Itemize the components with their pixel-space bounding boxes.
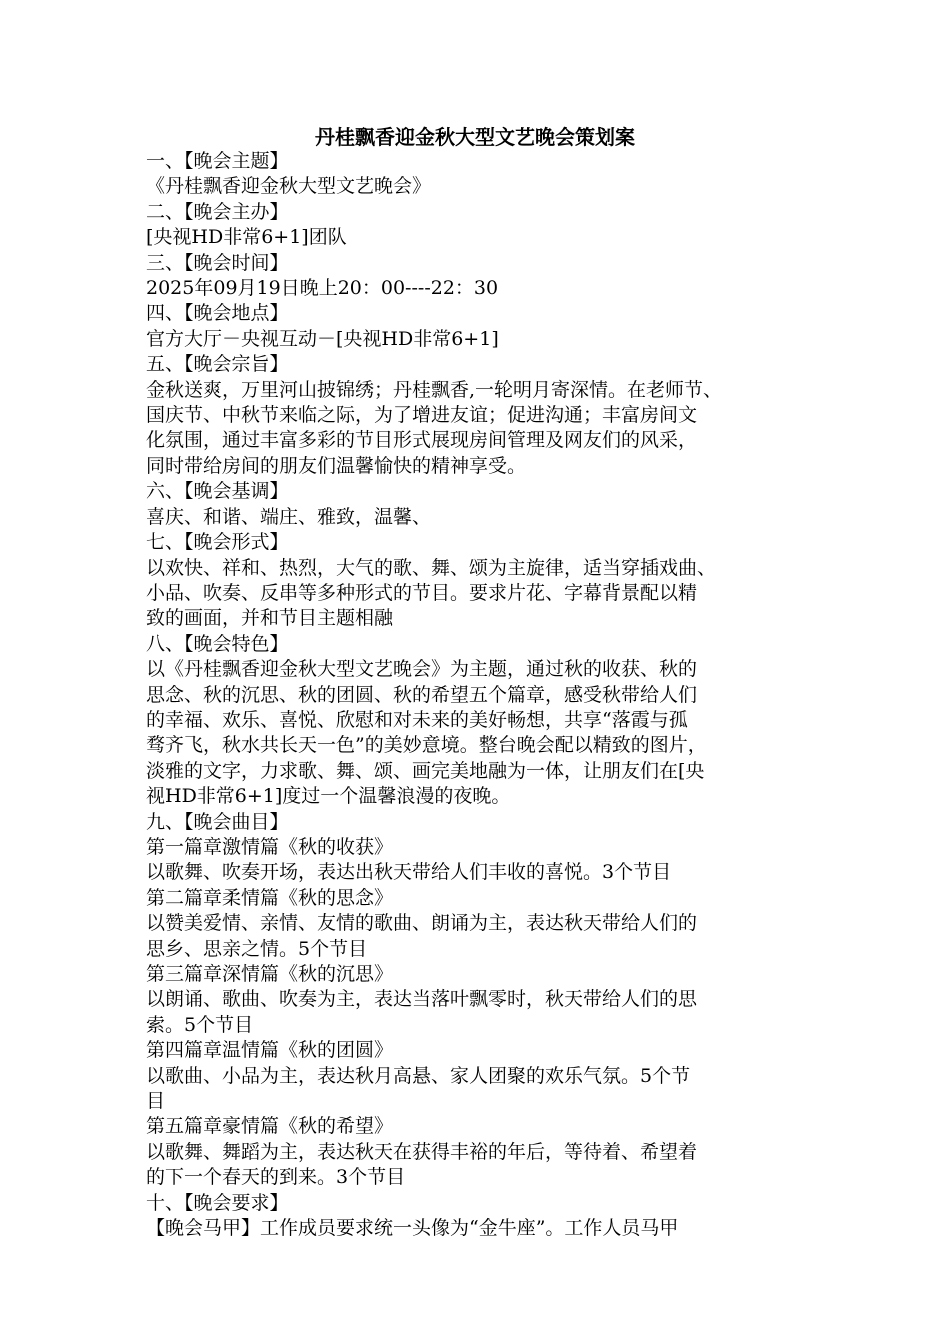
- paragraph-line: 以歌曲、小品为主，表达秋月高悬、家人团聚的欢乐气氛。5个节: [146, 1064, 691, 1087]
- paragraph-line: 国庆节、中秋节来临之际，为了增进友谊；促进沟通；丰富房间文: [146, 404, 698, 427]
- paragraph-line: 化氛围，通过丰富多彩的节目形式展现房间管理及网友们的风采，: [146, 429, 698, 452]
- paragraph-line: 同时带给房间的朋友们温馨愉快的精神享受。: [146, 454, 527, 477]
- section-heading-time: 三、【晚会时间】: [146, 251, 289, 274]
- paragraph-line: 以朗诵、歌曲、吹奏为主，表达当落叶飘零时，秋天带给人们的思: [146, 988, 698, 1011]
- paragraph-line: 小品、吹奏、反串等多种形式的节目。要求片花、字幕背景配以精: [146, 581, 698, 604]
- paragraph-line: 喜庆、和谐、端庄、雅致，温馨、: [146, 505, 432, 528]
- paragraph-line: 以歌舞、吹奏开场，表达出秋天带给人们丰收的喜悦。3个节目: [146, 861, 672, 884]
- document-body: [146, 149, 816, 1241]
- section-heading-program: 九、【晚会曲目】: [146, 810, 289, 833]
- paragraph-line: 视HD非常6+1]度过一个温馨浪漫的夜晚。: [146, 785, 511, 808]
- chapter-heading: 第一篇章激情篇《秋的收获》: [146, 835, 394, 858]
- paragraph-line: 以赞美爱情、亲情、友情的歌曲、朗诵为主，表达秋天带给人们的: [146, 912, 698, 935]
- paragraph-line: 官方大厅－央视互动－[央视HD非常6+1]: [146, 327, 499, 350]
- chapter-heading: 第三篇章深情篇《秋的沉思》: [146, 963, 394, 985]
- paragraph-line: 的幸福、欢乐、喜悦、欣慰和对未来的美好畅想，共享“落霞与孤: [146, 708, 688, 731]
- paragraph-line: 思乡、思亲之情。5个节目: [146, 937, 368, 960]
- document-title: 丹桂飘香迎金秋大型文艺晚会策划案: [315, 125, 635, 149]
- paragraph-line: 目: [146, 1090, 166, 1113]
- chapter-heading: 第四篇章温情篇《秋的团圆》: [146, 1039, 394, 1062]
- section-heading-theme: 一、【晚会主题】: [146, 150, 289, 172]
- chapter-heading: 第五篇章豪情篇《秋的希望》: [146, 1115, 394, 1138]
- section-heading-format: 七、【晚会形式】: [146, 531, 289, 554]
- paragraph-line: 以《丹桂飘香迎金秋大型文艺晚会》为主题，通过秋的收获、秋的: [146, 658, 698, 681]
- paragraph-line: 以歌舞、舞蹈为主，表达秋天在获得丰裕的年后，等待着、希望着: [146, 1140, 698, 1163]
- paragraph-line: 【晚会马甲】工作成员要求统一头像为“金牛座”。工作人员马甲: [146, 1217, 679, 1240]
- paragraph-line: 索。5个节目: [146, 1013, 254, 1036]
- paragraph-line: 骛齐飞，秋水共长天一色”的美妙意境。整台晚会配以精致的图片，: [146, 734, 707, 757]
- paragraph-line: 致的画面，并和节目主题相融: [146, 607, 394, 630]
- chapter-heading: 第二篇章柔情篇《秋的思念》: [146, 886, 394, 909]
- paragraph-line: 思念、秋的沉思、秋的团圆、秋的希望五个篇章，感受秋带给人们: [146, 683, 698, 706]
- paragraph-line: 的下一个春天的到来。3个节目: [146, 1166, 406, 1189]
- paragraph-line: 以欢快、祥和、热烈，大气的歌、舞、颂为主旋律，适当穿插戏曲、: [146, 556, 717, 579]
- section-heading-purpose: 五、【晚会宗旨】: [146, 353, 289, 376]
- paragraph-line: 淡雅的文字，力求歌、舞、颂、画完美地融为一体，让朋友们在[央: [146, 759, 705, 782]
- section-heading-location: 四、【晚会地点】: [146, 302, 289, 325]
- section-heading-organizer: 二、【晚会主办】: [146, 200, 289, 223]
- section-heading-requirements: 十、【晚会要求】: [146, 1191, 289, 1214]
- paragraph-line: 金秋送爽，万里河山披锦绣；丹桂飘香,一轮明月寄深情。在老师节、: [146, 378, 723, 401]
- paragraph-line: [央视HD非常6+1]团队: [146, 226, 347, 249]
- paragraph-line: 《丹桂飘香迎金秋大型文艺晚会》: [146, 175, 432, 198]
- section-heading-tone: 六、【晚会基调】: [146, 480, 289, 503]
- section-heading-features: 八、【晚会特色】: [146, 632, 289, 655]
- paragraph-line: 2025年09月19日晚上20：00----22：30: [146, 277, 499, 300]
